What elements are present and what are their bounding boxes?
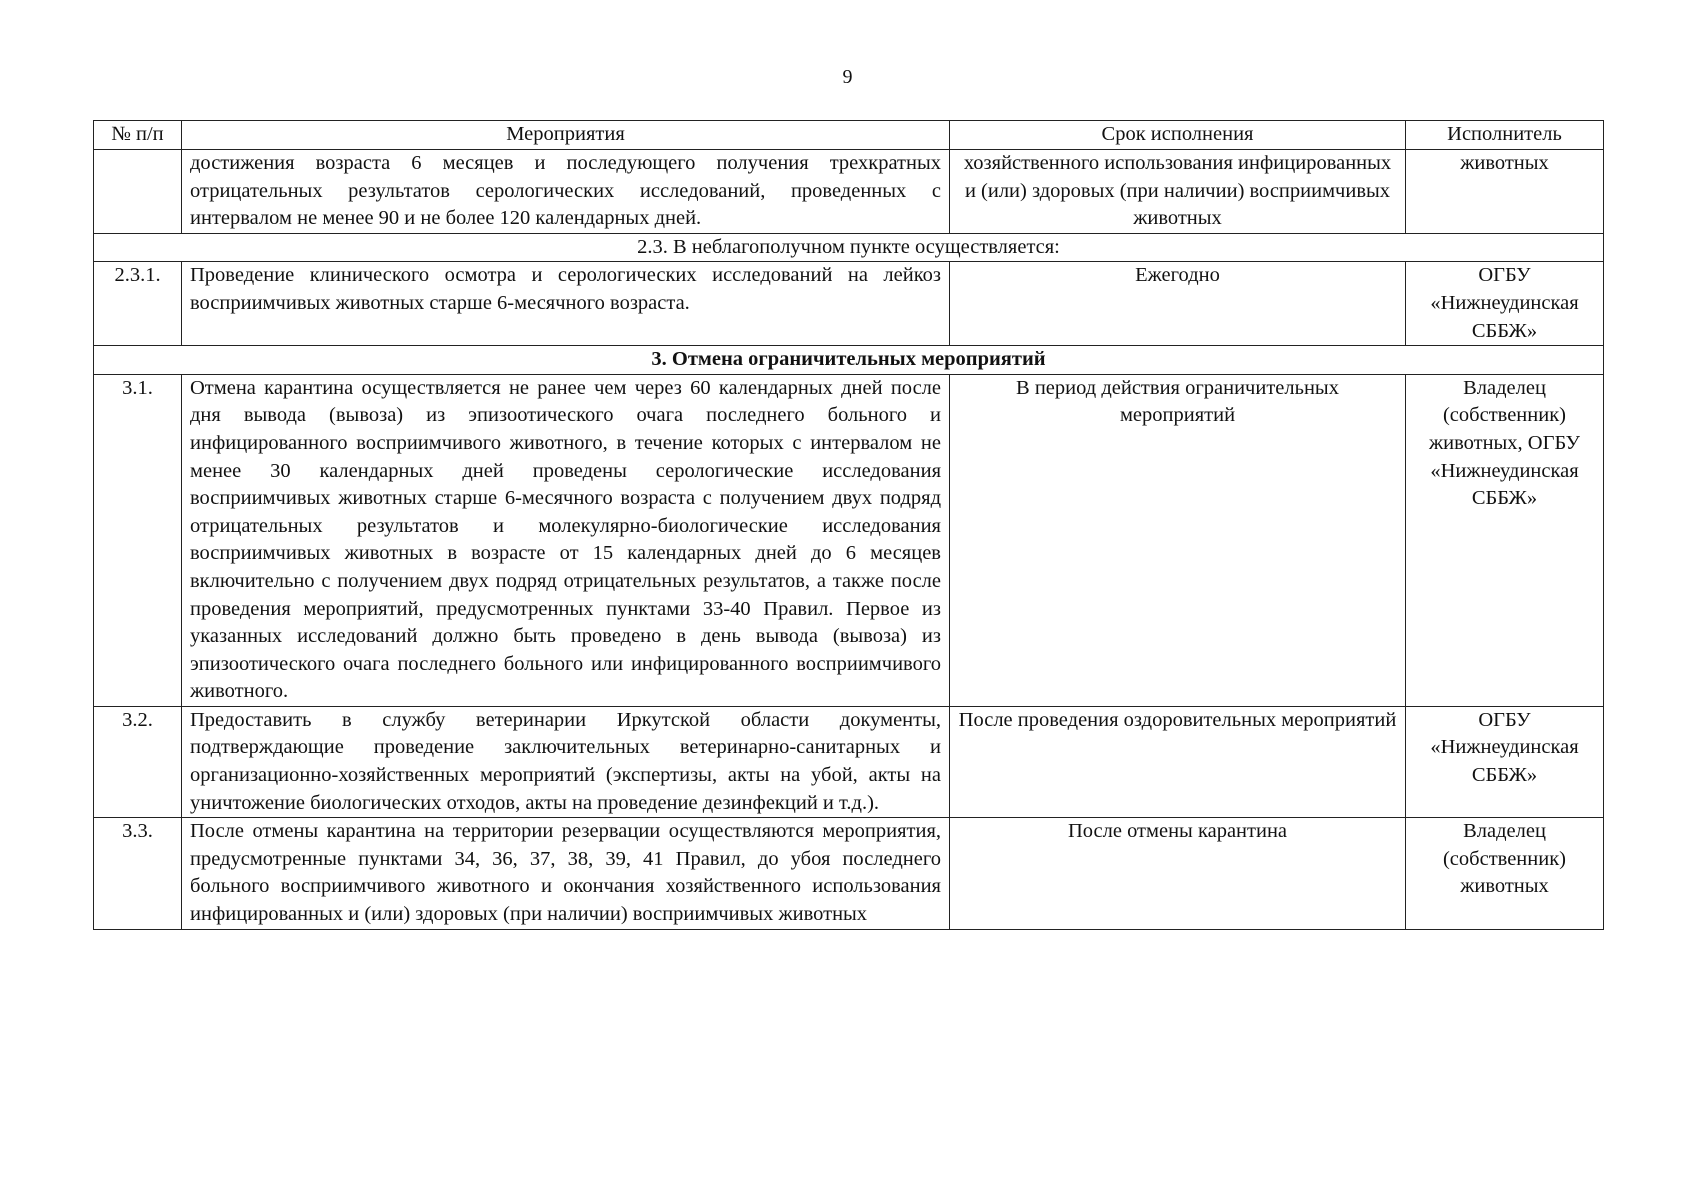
section-row <box>94 233 1604 262</box>
table-row <box>94 262 1604 346</box>
header-deadline: Срок исполнения <box>950 121 1406 150</box>
table-row <box>94 818 1604 929</box>
table-row <box>94 150 1604 234</box>
row-deadline: Ежегодно <box>950 262 1406 346</box>
row-activity: Предоставить в службу ветеринарии Иркутской области документы, подтверждающие проведение заключительных ветеринарно-санитарных и организационно-хозяйственных мероприятий (экспертизы, акты на убой, акты на уничтожение биологических отходов, акты на проведение дезинфекций и т.д.). <box>182 706 950 817</box>
row-number: 2.3.1. <box>94 262 182 346</box>
row-deadline: В период действия ограничительных мероприятий <box>950 374 1406 706</box>
row-executor: ОГБУ «Нижнеудинская СББЖ» <box>1406 706 1604 817</box>
measures-table <box>93 120 1604 930</box>
row-number: 3.1. <box>94 374 182 706</box>
header-num: № п/п <box>94 121 182 150</box>
row-deadline: хозяйственного использования инфицированных и (или) здоровых (при наличии) восприимчивых животных <box>950 150 1406 234</box>
row-activity: Отмена карантина осуществляется не ранее чем через 60 календарных дней после дня вывода (вывоза) из эпизоотического очага последнего больного и инфицированного восприимчивого животного, в течение которых с интервалом не менее 30 календарных дней проведены серологические исследования восприимчивых животных старше 6-месячного возраста с получением двух подряд отрицательных результатов и молекулярно-биологические исследования восприимчивых животных в возрасте от 15 календарных дней до 6 месяцев включительно с получением двух подряд отрицательных результатов, а также после проведения мероприятий, предусмотренных пунктами 33-40 Правил. Первое из указанных исследований должно быть проведено в день вывода (вывоза) из эпизоотического очага последнего больного или инфицированного восприимчивого животного. <box>182 374 950 706</box>
row-deadline: После проведения оздоровительных мероприятий <box>950 706 1406 817</box>
row-deadline: После отмены карантина <box>950 818 1406 929</box>
row-activity: достижения возраста 6 месяцев и последующего получения трехкратных отрицательных результатов серологических исследований, проведенных с интервалом не менее 90 и не более 120 календарных дней. <box>182 150 950 234</box>
row-executor: ОГБУ «Нижнеудинская СББЖ» <box>1406 262 1604 346</box>
row-number: 3.3. <box>94 818 182 929</box>
page-number: 9 <box>842 66 853 88</box>
row-executor: Владелец (собственник) животных <box>1406 818 1604 929</box>
row-activity: Проведение клинического осмотра и серологических исследований на лейкоз восприимчивых животных старше 6-месячного возраста. <box>182 262 950 346</box>
section-title-3: 3. Отмена ограничительных мероприятий <box>94 346 1604 375</box>
header-executor: Исполнитель <box>1406 121 1604 150</box>
row-number: 3.2. <box>94 706 182 817</box>
table-row <box>94 706 1604 817</box>
section-row <box>94 346 1604 375</box>
row-executor: Владелец (собственник) животных, ОГБУ «Нижнеудинская СББЖ» <box>1406 374 1604 706</box>
row-number <box>94 150 182 234</box>
row-executor: животных <box>1406 150 1604 234</box>
header-activity: Мероприятия <box>182 121 950 150</box>
table-row <box>94 374 1604 706</box>
section-title-2-3: 2.3. В неблагополучном пункте осуществляется: <box>94 233 1604 262</box>
row-activity: После отмены карантина на территории резервации осуществляются мероприятия, предусмотренные пунктами 34, 36, 37, 38, 39, 41 Правил, до убоя последнего больного восприимчивого животного и окончания хозяйственного использования инфицированных и (или) здоровых (при наличии) восприимчивых животных <box>182 818 950 929</box>
table-header-row <box>94 121 1604 150</box>
